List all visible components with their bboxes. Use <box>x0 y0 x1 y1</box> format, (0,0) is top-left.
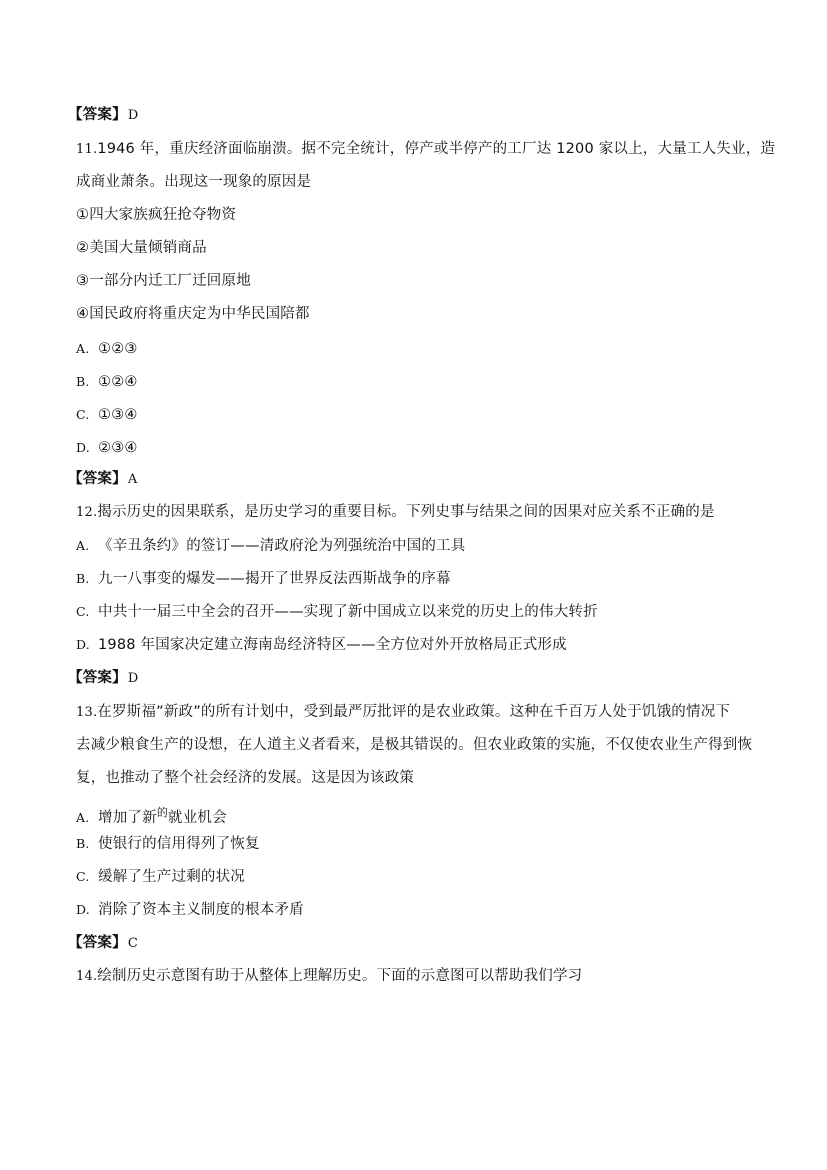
option-text: 使银行的信用得列了恢复 <box>98 836 260 852</box>
option-letter: C. <box>76 869 90 884</box>
option-letter: A. <box>76 810 90 825</box>
option-letter: D. <box>76 440 90 455</box>
question-13-option-b <box>76 834 260 854</box>
answer-q12 <box>68 668 138 689</box>
option-letter: C. <box>76 604 90 619</box>
question-11-statement-4: ④国民政府将重庆定为中华民国陪都 <box>76 306 310 322</box>
question-13-stem-line-2: 去减少粮食生产的设想，在人道主义者看来，是极其错误的。但农业政策的实施，不仅使农业生产得到恢 <box>76 737 753 753</box>
answer-letter: D <box>127 671 139 686</box>
question-11-option-a <box>76 339 138 359</box>
answer-letter: D <box>127 108 139 123</box>
option-letter: B. <box>76 571 90 586</box>
option-text: 缓解了生产过剩的状况 <box>98 869 245 885</box>
question-13-option-d <box>76 900 304 920</box>
option-text: ②③④ <box>98 440 138 456</box>
question-number: 13. <box>76 705 98 720</box>
answer-q11 <box>68 469 137 490</box>
question-12-option-c <box>76 602 598 622</box>
option-letter: D. <box>76 902 90 917</box>
question-11-option-d <box>76 438 138 458</box>
answer-letter: A <box>127 472 138 487</box>
question-11-stem-line-2: 成商业萧条。出现这一现象的原因是 <box>76 174 312 190</box>
option-text-superscript: 的 <box>156 806 169 819</box>
question-13-stem-line-1 <box>76 702 730 723</box>
answer-label: 【答案】 <box>68 471 127 487</box>
question-11-option-b <box>76 372 138 392</box>
option-text: 九一八事变的爆发——揭开了世界反法西斯战争的序幕 <box>98 571 451 587</box>
option-text: 消除了资本主义制度的根本矛盾 <box>98 902 304 918</box>
question-11-statement-2: ②美国大量倾销商品 <box>76 240 207 256</box>
question-12-option-a <box>76 536 466 556</box>
question-13-option-a <box>76 803 227 828</box>
option-text: ①②③ <box>98 341 138 357</box>
option-text: 中共十一届三中全会的召开——实现了新中国成立以来党的历史上的伟大转折 <box>98 604 598 620</box>
question-11-statement-1: ①四大家族疯狂抢夺物资 <box>76 207 237 223</box>
question-12-stem-line-1 <box>76 502 715 523</box>
answer-q13 <box>68 933 138 954</box>
question-12-option-b <box>76 569 451 589</box>
answer-letter: C <box>127 936 138 951</box>
question-number: 14. <box>76 969 98 984</box>
option-letter: A. <box>76 538 90 553</box>
answer-q10 <box>68 105 138 126</box>
question-number: 12. <box>76 505 98 520</box>
option-letter: A. <box>76 341 90 356</box>
option-letter: B. <box>76 836 90 851</box>
question-13-option-c <box>76 867 245 887</box>
answer-label: 【答案】 <box>68 935 127 951</box>
question-text: 在罗斯福”新政”的所有计划中，受到最严厉批评的是农业政策。这种在千百万人处于饥饿的情况下 <box>97 704 731 720</box>
option-letter: C. <box>76 407 90 422</box>
question-text: 绘制历史示意图有助于从整体上理解历史。下面的示意图可以帮助我们学习 <box>97 968 583 984</box>
option-text: ①②④ <box>98 374 138 390</box>
option-text: ①③④ <box>98 407 138 423</box>
option-text-part-2: 就业机会 <box>168 810 227 826</box>
question-12-option-d <box>76 635 567 655</box>
option-letter: B. <box>76 374 90 389</box>
question-11-option-c <box>76 405 138 425</box>
option-letter: D. <box>76 637 90 652</box>
question-11-stem-line-1 <box>76 139 775 160</box>
option-text-part-1: 增加了新 <box>98 810 157 826</box>
option-text: 1988 年国家决定建立海南岛经济特区——全方位对外开放格局正式形成 <box>98 637 567 653</box>
option-text: 《辛丑条约》的签订——清政府沦为列强统治中国的工具 <box>98 538 466 554</box>
question-number: 11. <box>76 142 98 157</box>
question-text: 1946 年，重庆经济面临崩溃。据不完全统计，停产或半停产的工厂达 1200 家以上，大量工人失业，造 <box>97 141 776 157</box>
question-11-statement-3: ③一部分内迁工厂迁回原地 <box>76 273 251 289</box>
question-text: 揭示历史的因果联系，是历史学习的重要目标。下列史事与结果之间的因果对应关系不正确的是 <box>97 504 715 520</box>
answer-label: 【答案】 <box>68 670 127 686</box>
question-13-stem-line-3: 复，也推动了整个社会经济的发展。这是因为该政策 <box>76 770 415 786</box>
question-14-stem-line-1 <box>76 966 582 987</box>
answer-label: 【答案】 <box>68 107 127 123</box>
